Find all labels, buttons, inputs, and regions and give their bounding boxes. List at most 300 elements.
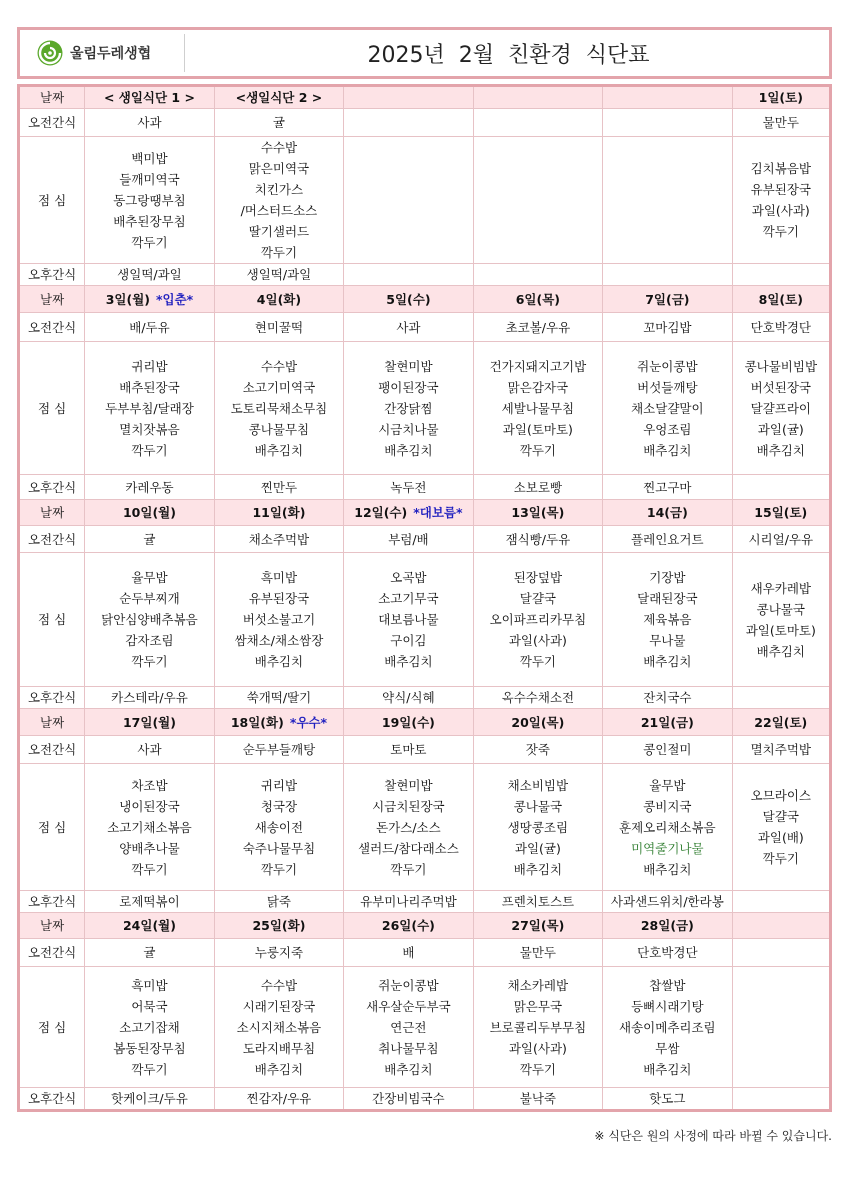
menu-item: 소고기무국 bbox=[378, 591, 439, 606]
menu-item: 콩나물국 bbox=[513, 798, 563, 814]
pm-snack-cell bbox=[344, 264, 473, 286]
lunch-cell bbox=[85, 764, 214, 891]
am-snack-row bbox=[19, 313, 831, 342]
menu-item: 과일(사과) bbox=[508, 1040, 567, 1056]
menu-item: 콩나물비빔밥 bbox=[744, 358, 818, 374]
menu-item: 우엉조림 bbox=[643, 421, 692, 437]
menu-item: 율무밥 bbox=[131, 570, 168, 585]
date-text: 15일(토) bbox=[754, 505, 808, 520]
menu-item: 동그랑땡부침 bbox=[113, 192, 186, 208]
pm-snack-row bbox=[19, 1088, 831, 1111]
lunch-cell bbox=[603, 342, 732, 475]
menu-item: 과일(귤) bbox=[514, 840, 561, 856]
pm-snack-cell: 프렌치토스트 bbox=[473, 891, 602, 913]
menu-item: 맑은무국 bbox=[513, 998, 563, 1014]
menu-item: 수수밥 bbox=[260, 358, 298, 374]
date-text: 27일(목) bbox=[511, 918, 565, 933]
am-snack-cell bbox=[473, 109, 602, 137]
date-cell bbox=[214, 286, 343, 313]
menu-item: 생땅콩조림 bbox=[507, 819, 569, 835]
menu-item: 버섯된장국 bbox=[750, 379, 811, 395]
menu-item: 유부된장국 bbox=[248, 591, 310, 606]
date-cell bbox=[603, 913, 732, 939]
pm-snack-cell: 생일떡/과일 bbox=[85, 264, 214, 286]
pm-snack-cell: 소보로빵 bbox=[473, 475, 602, 500]
menu-item: 배추김치 bbox=[643, 442, 692, 458]
menu-item: 순두부찌개 bbox=[119, 591, 180, 606]
menu-item: 도라지배무침 bbox=[242, 1040, 316, 1056]
date-text: 21일(금) bbox=[640, 714, 694, 730]
pm-snack-cell: 간장비빔국수 bbox=[344, 1088, 473, 1111]
am-snack-row bbox=[19, 526, 831, 553]
menu-table bbox=[17, 84, 832, 1112]
menu-item: 찰현미밥 bbox=[384, 358, 433, 374]
pm-snack-cell bbox=[732, 687, 830, 709]
menu-item: 팽이된장국 bbox=[378, 379, 439, 395]
lunch-row bbox=[19, 967, 831, 1088]
date-text: 19일(수) bbox=[381, 714, 435, 730]
date-cell bbox=[473, 500, 602, 526]
date-text: 18일(화) bbox=[230, 714, 284, 730]
lunch-cell bbox=[603, 764, 732, 891]
date-cell bbox=[473, 709, 602, 736]
logo-text: 울림두레생협 bbox=[70, 46, 152, 62]
date-cell bbox=[344, 913, 473, 939]
menu-item: 유부된장국 bbox=[750, 182, 811, 197]
menu-item: 간장닭찜 bbox=[384, 400, 433, 416]
date-cell bbox=[85, 709, 214, 736]
date-row bbox=[19, 913, 831, 939]
date-cell bbox=[603, 286, 732, 313]
menu-item: 배추김치 bbox=[643, 861, 692, 877]
menu-item: 콩비지국 bbox=[643, 798, 692, 814]
row-label: 날짜 bbox=[19, 286, 85, 313]
am-snack-cell bbox=[344, 109, 473, 137]
am-snack-cell: 현미꿀떡 bbox=[214, 313, 343, 342]
menu-item: 수수밥 bbox=[260, 140, 298, 155]
date-cell bbox=[473, 913, 602, 939]
menu-item: 시금치된장국 bbox=[372, 798, 445, 814]
page-title: 2025년 2월 친환경 식단표 bbox=[367, 42, 650, 68]
menu-item: 흑미밥 bbox=[131, 977, 168, 993]
menu-item: 새송이전 bbox=[254, 819, 304, 835]
am-snack-cell: 시리얼/우유 bbox=[732, 526, 830, 553]
date-text: 28일(금) bbox=[640, 918, 694, 933]
date-cell bbox=[603, 500, 732, 526]
row-label: 오후간식 bbox=[19, 475, 85, 500]
lunch-cell bbox=[344, 137, 473, 264]
lunch-row bbox=[19, 342, 831, 475]
menu-item: 배추김치 bbox=[513, 861, 563, 877]
menu-item: 배추김치 bbox=[254, 1061, 304, 1077]
row-label: 오후간식 bbox=[19, 1088, 85, 1111]
date-cell bbox=[344, 500, 473, 526]
menu-item: 샐러드/참다래소스 bbox=[358, 840, 459, 856]
date-text: < 생일식단 1 > bbox=[103, 90, 195, 105]
row-label: 오후간식 bbox=[19, 264, 85, 286]
am-snack-cell: 콩인절미 bbox=[603, 736, 732, 764]
am-snack-cell: 단호박경단 bbox=[603, 939, 732, 967]
am-snack-cell: 토마토 bbox=[344, 736, 473, 764]
date-row bbox=[19, 709, 831, 736]
menu-item: 찰현미밥 bbox=[384, 777, 433, 793]
date-cell bbox=[344, 709, 473, 736]
menu-item: 새우살순두부국 bbox=[366, 998, 451, 1014]
am-snack-cell: 사과 bbox=[344, 313, 473, 342]
menu-item: 냉이된장국 bbox=[119, 798, 180, 814]
pm-snack-cell: 로제떡볶이 bbox=[85, 891, 214, 913]
logo-spiral-icon bbox=[36, 39, 64, 67]
menu-item: 달걀국 bbox=[762, 809, 799, 824]
row-label: 오전간식 bbox=[19, 526, 85, 553]
date-cell bbox=[732, 286, 830, 313]
am-snack-cell: 잣죽 bbox=[473, 736, 602, 764]
date-cell bbox=[85, 286, 214, 313]
pm-snack-cell: 생일떡/과일 bbox=[214, 264, 343, 286]
menu-item: 귀리밥 bbox=[131, 358, 168, 374]
lunch-cell bbox=[85, 137, 214, 264]
am-snack-row bbox=[19, 939, 831, 967]
menu-item: 연근전 bbox=[390, 1019, 427, 1035]
menu-item: 채소비빔밥 bbox=[507, 777, 569, 793]
pm-snack-cell bbox=[732, 264, 830, 286]
row-label: 날짜 bbox=[19, 709, 85, 736]
row-label: 날짜 bbox=[19, 500, 85, 526]
am-snack-cell bbox=[732, 939, 830, 967]
lunch-cell bbox=[732, 137, 830, 264]
menu-item: 오이파프리카무침 bbox=[489, 612, 587, 627]
menu-item: 찹쌀밥 bbox=[649, 977, 686, 993]
menu-item: 돈가스/소스 bbox=[376, 819, 441, 835]
date-cell bbox=[344, 86, 473, 109]
menu-item: 건가지돼지고기밥 bbox=[489, 358, 587, 374]
date-cell bbox=[85, 913, 214, 939]
am-snack-cell: 잼식빵/두유 bbox=[473, 526, 602, 553]
am-snack-cell: 귤 bbox=[85, 939, 214, 967]
date-text: 7일(금) bbox=[645, 291, 690, 307]
menu-item: 버섯들깨탕 bbox=[637, 379, 698, 395]
am-snack-cell: 부럼/배 bbox=[344, 526, 473, 553]
menu-item: 배추된장무침 bbox=[113, 213, 186, 229]
date-cell bbox=[214, 86, 343, 109]
menu-item: 배추김치 bbox=[756, 442, 805, 458]
date-cell bbox=[603, 86, 732, 109]
pm-snack-row bbox=[19, 264, 831, 286]
menu-item: 귀리밥 bbox=[260, 777, 298, 793]
row-label: 날짜 bbox=[19, 86, 85, 109]
date-text: 4일(화) bbox=[256, 291, 302, 307]
pm-snack-cell bbox=[732, 891, 830, 913]
pm-snack-row bbox=[19, 891, 831, 913]
menu-item: 배추김치 bbox=[254, 442, 304, 458]
date-text: 12일(수) bbox=[354, 505, 408, 520]
date-cell bbox=[603, 709, 732, 736]
menu-item: 깍두기 bbox=[131, 861, 168, 877]
lunch-row bbox=[19, 764, 831, 891]
pm-snack-cell: 핫도그 bbox=[603, 1088, 732, 1111]
menu-item: 과일(토마토) bbox=[745, 622, 816, 638]
pm-snack-cell bbox=[732, 475, 830, 500]
menu-item: 달래된장국 bbox=[637, 591, 698, 606]
lunch-cell bbox=[344, 553, 473, 687]
menu-item: 어묵국 bbox=[131, 998, 168, 1014]
menu-item: 과일(귤) bbox=[757, 421, 804, 437]
menu-item: 등뼈시래기탕 bbox=[631, 998, 704, 1014]
pm-snack-cell bbox=[732, 1088, 830, 1111]
header-banner bbox=[17, 27, 832, 79]
menu-item: 딸기샐러드 bbox=[248, 224, 310, 239]
row-label: 오후간식 bbox=[19, 687, 85, 709]
pm-snack-cell: 찐만두 bbox=[214, 475, 343, 500]
menu-item: 구이김 bbox=[390, 633, 427, 648]
row-label: 점 심 bbox=[19, 137, 85, 264]
am-snack-cell: 사과 bbox=[85, 736, 214, 764]
menu-item: 대보름나물 bbox=[378, 612, 439, 627]
pm-snack-cell: 찐감자/우유 bbox=[214, 1088, 343, 1111]
am-snack-cell: 단호박경단 bbox=[732, 313, 830, 342]
date-cell bbox=[732, 86, 830, 109]
am-snack-cell: 귤 bbox=[85, 526, 214, 553]
menu-item: 맑은미역국 bbox=[248, 161, 310, 176]
date-note: *대보름* bbox=[413, 505, 463, 520]
menu-item: 제육볶음 bbox=[643, 612, 692, 627]
menu-item: 깍두기 bbox=[390, 861, 427, 877]
menu-item: 치킨가스 bbox=[254, 182, 304, 197]
row-label: 점 심 bbox=[19, 764, 85, 891]
menu-item: 무나물 bbox=[649, 633, 686, 648]
menu-item: 기장밥 bbox=[649, 570, 686, 585]
date-cell bbox=[214, 500, 343, 526]
menu-item: 배추김치 bbox=[254, 654, 304, 669]
menu-item: 미역줄기나물 bbox=[631, 840, 704, 856]
lunch-cell bbox=[214, 764, 343, 891]
menu-item: 깍두기 bbox=[131, 654, 168, 669]
lunch-cell bbox=[85, 967, 214, 1088]
menu-item: 깍두기 bbox=[762, 224, 799, 239]
menu-item: 율무밥 bbox=[649, 777, 686, 793]
pm-snack-cell: 핫케이크/두유 bbox=[85, 1088, 214, 1111]
date-cell bbox=[214, 913, 343, 939]
footer-note: ※ 식단은 원의 사정에 따라 바뀔 수 있습니다. bbox=[594, 1129, 832, 1143]
menu-item: 들깨미역국 bbox=[119, 171, 180, 187]
menu-item: 숙주나물무침 bbox=[242, 840, 316, 856]
date-text: 6일(목) bbox=[515, 291, 561, 307]
row-label: 오전간식 bbox=[19, 939, 85, 967]
date-cell bbox=[732, 709, 830, 736]
lunch-cell bbox=[603, 967, 732, 1088]
date-cell bbox=[732, 500, 830, 526]
menu-item: 감자조림 bbox=[125, 633, 174, 648]
menu-item: 달걀국 bbox=[519, 591, 556, 606]
pm-snack-cell: 약식/식혜 bbox=[344, 687, 473, 709]
date-text: 11일(화) bbox=[252, 505, 306, 520]
pm-snack-cell: 유부미나리주먹밥 bbox=[344, 891, 473, 913]
menu-item: 오곡밥 bbox=[390, 570, 427, 585]
date-text: 1일(토) bbox=[758, 90, 803, 105]
menu-item: 쥐눈이콩밥 bbox=[637, 358, 698, 374]
menu-item: 세발나물무침 bbox=[501, 400, 575, 416]
menu-item: 배추김치 bbox=[384, 654, 433, 669]
menu-item: 채소달걀말이 bbox=[631, 400, 704, 416]
date-text: 22일(토) bbox=[754, 714, 808, 730]
date-cell bbox=[344, 286, 473, 313]
date-cell bbox=[85, 500, 214, 526]
menu-item: 소고기잡채 bbox=[119, 1019, 180, 1035]
lunch-cell bbox=[473, 553, 602, 687]
date-row bbox=[19, 86, 831, 109]
pm-snack-cell: 찐고구마 bbox=[603, 475, 732, 500]
menu-item: 흑미밥 bbox=[260, 570, 298, 585]
pm-snack-cell bbox=[603, 264, 732, 286]
menu-item: 차조밥 bbox=[131, 777, 168, 793]
menu-item: 새우카레밥 bbox=[750, 580, 811, 596]
menu-item: 김치볶음밥 bbox=[750, 161, 811, 176]
menu-item: 쌈채소/채소쌈장 bbox=[234, 633, 324, 648]
menu-item: 수수밥 bbox=[260, 977, 298, 993]
menu-item: 깍두기 bbox=[131, 442, 168, 458]
pm-snack-cell: 닭죽 bbox=[214, 891, 343, 913]
date-note: *입춘* bbox=[155, 291, 194, 307]
date-note: *우수* bbox=[289, 714, 328, 730]
menu-item: 봄동된장무침 bbox=[113, 1040, 186, 1056]
menu-item: 배추김치 bbox=[384, 442, 433, 458]
lunch-cell bbox=[473, 342, 602, 475]
menu-item: 된장덮밥 bbox=[513, 570, 563, 585]
lunch-cell bbox=[603, 553, 732, 687]
menu-item: 과일(토마토) bbox=[502, 421, 573, 437]
menu-item: 배추김치 bbox=[643, 1061, 692, 1077]
lunch-cell bbox=[732, 553, 830, 687]
pm-snack-row bbox=[19, 475, 831, 500]
menu-item: 깍두기 bbox=[131, 234, 168, 250]
pm-snack-row bbox=[19, 687, 831, 709]
row-label: 점 심 bbox=[19, 967, 85, 1088]
menu-item: 깍두기 bbox=[762, 851, 799, 866]
lunch-cell bbox=[732, 967, 830, 1088]
menu-item: 청국장 bbox=[260, 798, 298, 814]
am-snack-cell: 배 bbox=[344, 939, 473, 967]
menu-item: 배추된장국 bbox=[119, 379, 180, 395]
lunch-cell bbox=[473, 764, 602, 891]
date-row bbox=[19, 500, 831, 526]
menu-item: 과일(사과) bbox=[751, 203, 810, 218]
date-text: 5일(수) bbox=[386, 291, 431, 307]
menu-item: 배추김치 bbox=[756, 643, 805, 659]
am-snack-cell: 귤 bbox=[214, 109, 343, 137]
menu-item: 오므라이스 bbox=[750, 788, 811, 803]
row-label: 오전간식 bbox=[19, 109, 85, 137]
logo bbox=[24, 34, 185, 72]
am-snack-cell: 사과 bbox=[85, 109, 214, 137]
row-label: 오후간식 bbox=[19, 891, 85, 913]
pm-snack-cell bbox=[473, 264, 602, 286]
menu-item: 훈제오리채소볶음 bbox=[619, 819, 716, 835]
menu-item: 달걀프라이 bbox=[750, 400, 811, 416]
am-snack-cell bbox=[603, 109, 732, 137]
am-snack-row bbox=[19, 736, 831, 764]
menu-item: 깍두기 bbox=[519, 442, 556, 458]
date-text: 8일(토) bbox=[758, 291, 803, 307]
pm-snack-cell: 녹두전 bbox=[344, 475, 473, 500]
menu-item: /머스터드소스 bbox=[240, 203, 318, 218]
am-snack-cell: 물만두 bbox=[732, 109, 830, 137]
pm-snack-cell: 잔치국수 bbox=[603, 687, 732, 709]
menu-item: 시래기된장국 bbox=[242, 998, 316, 1014]
lunch-cell bbox=[85, 342, 214, 475]
menu-item: 닭안심양배추볶음 bbox=[101, 612, 198, 627]
am-snack-cell: 멸치주먹밥 bbox=[732, 736, 830, 764]
menu-item: 깍두기 bbox=[519, 1061, 556, 1077]
date-text: <생일식단 2 > bbox=[235, 90, 323, 105]
am-snack-cell: 물만두 bbox=[473, 939, 602, 967]
row-label: 점 심 bbox=[19, 342, 85, 475]
lunch-cell bbox=[473, 967, 602, 1088]
lunch-cell bbox=[85, 553, 214, 687]
menu-item: 과일(사과) bbox=[508, 633, 567, 648]
date-text: 3일(월) bbox=[105, 291, 150, 307]
menu-item: 취나물무침 bbox=[378, 1040, 439, 1056]
menu-item: 과일(배) bbox=[757, 830, 804, 845]
row-label: 점 심 bbox=[19, 553, 85, 687]
pm-snack-cell: 사과샌드위치/한라봉 bbox=[603, 891, 732, 913]
pm-snack-cell: 불낙죽 bbox=[473, 1088, 602, 1111]
am-snack-cell: 플레인요거트 bbox=[603, 526, 732, 553]
menu-item: 쥐눈이콩밥 bbox=[378, 977, 439, 993]
row-label: 오전간식 bbox=[19, 736, 85, 764]
menu-item: 멸치잣볶음 bbox=[119, 421, 180, 437]
lunch-row bbox=[19, 137, 831, 264]
menu-item: 시금치나물 bbox=[378, 421, 439, 437]
am-snack-row bbox=[19, 109, 831, 137]
row-label: 날짜 bbox=[19, 913, 85, 939]
date-text: 20일(목) bbox=[511, 714, 565, 730]
date-cell bbox=[732, 913, 830, 939]
date-text: 26일(수) bbox=[381, 918, 435, 933]
menu-item: 배추김치 bbox=[384, 1061, 433, 1077]
date-cell bbox=[473, 86, 602, 109]
date-text: 14(금) bbox=[646, 505, 688, 520]
date-text: 24일(월) bbox=[122, 918, 176, 933]
menu-item: 버섯소불고기 bbox=[242, 612, 316, 627]
date-cell bbox=[214, 709, 343, 736]
pm-snack-cell: 쑥개떡/딸기 bbox=[214, 687, 343, 709]
menu-item: 깍두기 bbox=[260, 245, 298, 260]
menu-item: 소시지채소볶음 bbox=[236, 1019, 322, 1035]
lunch-cell bbox=[473, 137, 602, 264]
menu-item: 새송이메추리조림 bbox=[619, 1019, 716, 1035]
menu-item: 소고기미역국 bbox=[242, 379, 316, 395]
lunch-cell bbox=[214, 342, 343, 475]
am-snack-cell: 꼬마김밥 bbox=[603, 313, 732, 342]
menu-item: 브로콜리두부무침 bbox=[489, 1019, 587, 1035]
lunch-cell bbox=[732, 764, 830, 891]
lunch-cell bbox=[214, 553, 343, 687]
lunch-cell bbox=[214, 137, 343, 264]
lunch-cell bbox=[214, 967, 343, 1088]
pm-snack-cell: 카스테라/우유 bbox=[85, 687, 214, 709]
am-snack-cell: 배/두유 bbox=[85, 313, 214, 342]
menu-item: 깍두기 bbox=[131, 1061, 168, 1077]
menu-item: 소고기채소볶음 bbox=[107, 819, 192, 835]
am-snack-cell: 누룽지죽 bbox=[214, 939, 343, 967]
lunch-row bbox=[19, 553, 831, 687]
menu-item: 맑은감자국 bbox=[507, 379, 569, 395]
menu-item: 백미밥 bbox=[131, 150, 168, 166]
date-text: 13일(목) bbox=[511, 505, 565, 520]
menu-item: 두부부침/달래장 bbox=[105, 400, 194, 416]
menu-item: 무쌈 bbox=[655, 1040, 680, 1056]
menu-item: 양배추나물 bbox=[119, 840, 180, 856]
